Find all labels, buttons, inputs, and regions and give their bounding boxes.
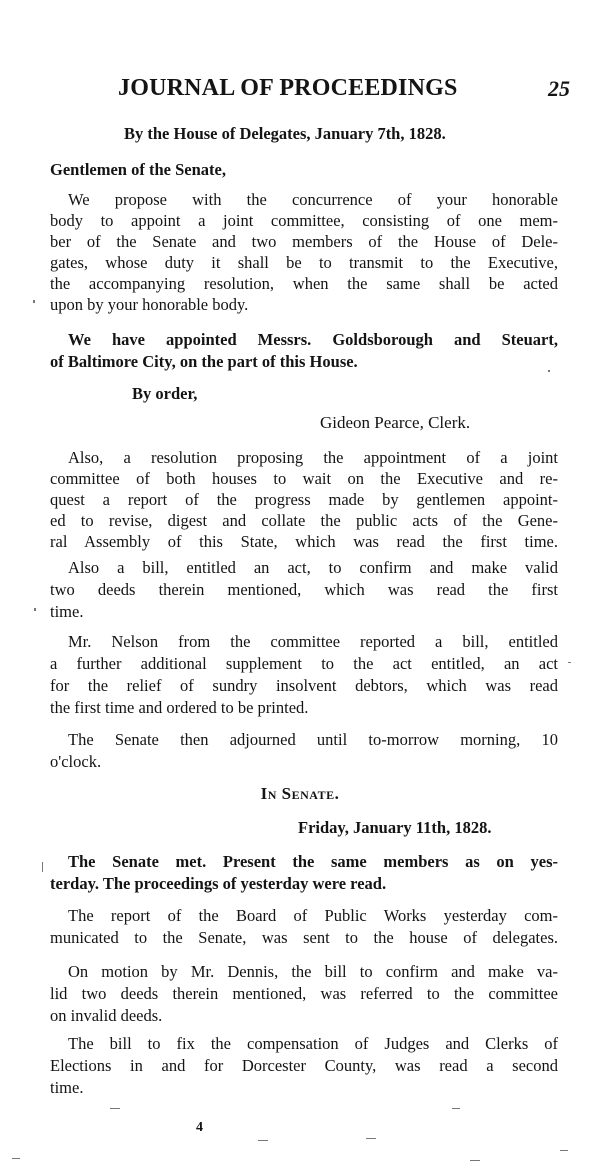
page-number: 25 (548, 76, 570, 101)
senate-met-line: The Senate met. Present the same members as on yes- (68, 852, 558, 871)
dennis-line: lid two deeds therein mentioned, was referred to the committee (50, 984, 558, 1003)
resolution-line: Also, a resolution proposing the appointment of a joint (68, 448, 558, 467)
scan-speck (42, 862, 43, 872)
letter-line: gates, whose duty it shall be to transmit to the Executive, (50, 253, 558, 272)
letter-line: the accompanying resolution, when the same shall be acted (50, 274, 558, 293)
resolution-line: committee of both houses to wait on the Executive and re- (50, 469, 558, 488)
resolution-line: ral Assembly of this State, which was read the first time. (50, 532, 558, 551)
scan-speck (548, 370, 550, 372)
letter-line: body to appoint a joint committee, consisting of one mem- (50, 211, 558, 230)
running-head (118, 75, 588, 105)
adjourned-line: o'clock. (50, 752, 102, 771)
section-heading: In Senate. (260, 784, 340, 803)
scan-speck (33, 300, 35, 303)
resolution-line: ed to revise, digest and collate the public acts of the Gene- (50, 511, 558, 530)
scan-speck (258, 1140, 268, 1141)
letter-line: We have appointed Messrs. Goldsborough and Steuart, (68, 330, 558, 349)
by-order: By order, (132, 384, 198, 403)
letter-line: ber of the Senate and two members of the House of Dele- (50, 232, 558, 251)
signature-mark: 4 (196, 1120, 203, 1135)
dateline: By the House of Delegates, January 7th, 1828. (124, 124, 446, 143)
senate-date: Friday, January 11th, 1828. (298, 818, 492, 837)
dennis-line: on invalid deeds. (50, 1006, 163, 1025)
nelson-line: Mr. Nelson from the committee reported a bill, entitled (68, 632, 558, 651)
nelson-line: the first time and ordered to be printed. (50, 698, 309, 717)
senate-met-line: terday. The proceedings of yesterday were read. (50, 874, 387, 893)
bill-deeds-line: time. (50, 602, 84, 621)
compensation-line: Elections in and for Dorcester County, was read a second (50, 1056, 558, 1075)
scan-speck (12, 1158, 20, 1159)
bill-deeds-line: Also a bill, entitled an act, to confirm and make valid (68, 558, 558, 577)
scan-speck (110, 1108, 120, 1109)
letter-line: upon by your honorable body. (50, 295, 249, 314)
clerk-signature: Gideon Pearce, Clerk. (320, 413, 471, 432)
compensation-line: The bill to fix the compensation of Judges and Clerks of (68, 1034, 558, 1053)
scan-speck (452, 1108, 460, 1109)
letter-line: We propose with the concurrence of your honorable (68, 190, 558, 209)
scan-speck (34, 608, 36, 611)
nelson-line: a further additional supplement to the act entitled, an act (50, 654, 558, 673)
scan-speck (470, 1160, 480, 1161)
bill-deeds-line: two deeds therein mentioned, which was read the first (50, 580, 558, 599)
nelson-line: for the relief of sundry insolvent debtors, which was read (50, 676, 558, 695)
dennis-line: On motion by Mr. Dennis, the bill to confirm and make va- (68, 962, 558, 981)
letter-line: of Baltimore City, on the part of this House. (50, 352, 358, 371)
compensation-line: time. (50, 1078, 84, 1097)
scan-speck (568, 662, 571, 663)
running-title: JOURNAL OF PROCEEDINGS (118, 75, 458, 101)
report-line: The report of the Board of Public Works yesterday com- (68, 906, 558, 925)
scan-speck (560, 1150, 568, 1151)
resolution-line: quest a report of the progress made by gentlemen appoint- (50, 490, 558, 509)
adjourned-line: The Senate then adjourned until to-morrow morning, 10 (68, 730, 558, 749)
report-line: municated to the Senate, was sent to the house of delegates. (50, 928, 558, 947)
salutation: Gentlemen of the Senate, (50, 160, 226, 179)
scan-speck (366, 1138, 376, 1139)
